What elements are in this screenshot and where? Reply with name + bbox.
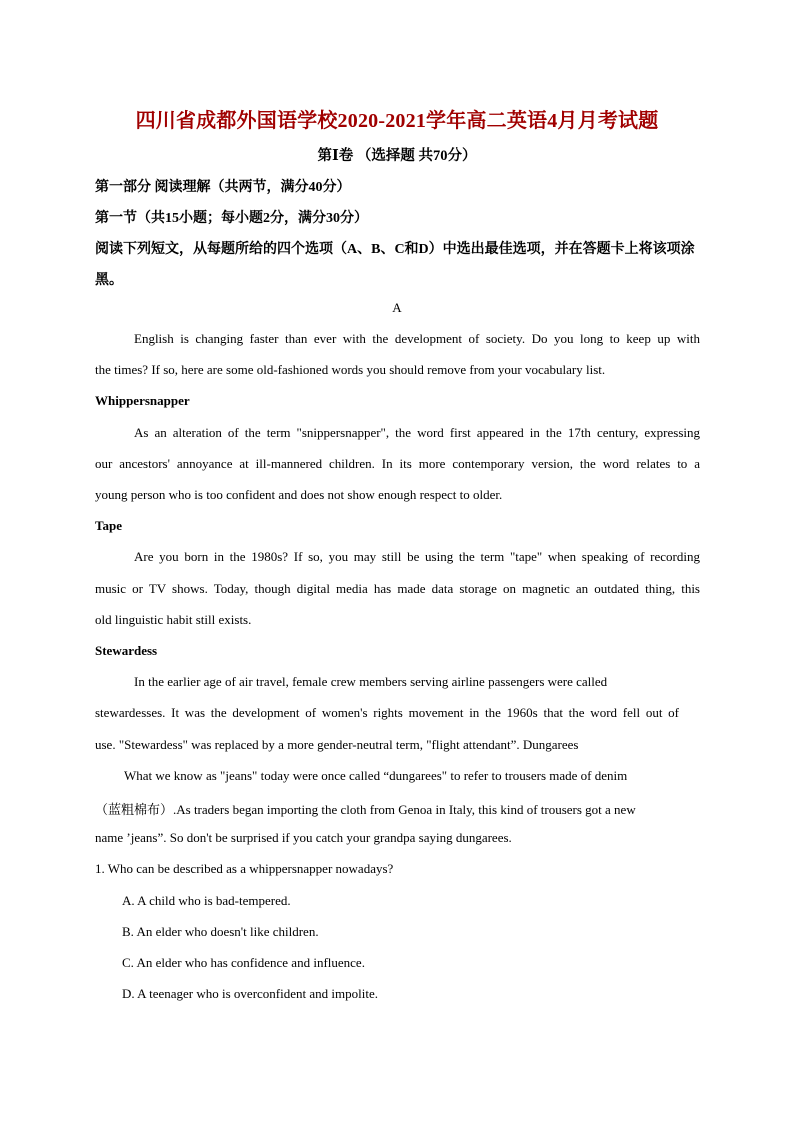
intro-line-1: English is changing faster than ever with the development of society. Do you long to keep up with xyxy=(134,331,700,346)
intro-line-2: the times? If so, here are some old-fashioned words you should remove from your vocabulary list. xyxy=(95,362,606,377)
p3-line-1: In the earlier age of air travel, female crew members serving airline passengers were called xyxy=(134,674,608,689)
p3-line-2: stewardesses. It was the development of women's rights movement in the 1960s that the word fell out of xyxy=(95,705,679,720)
part-heading: 第一部分 阅读理解（共两节，满分40分） xyxy=(95,180,351,195)
option-d: D. A teenager who is overconfident and impolite. xyxy=(122,986,378,1001)
page-title: 四川省成都外国语学校2020-2021学年高二英语4月月考试题 xyxy=(135,110,659,132)
directions-line-1: 阅读下列短文，从每题所给的四个选项（A、B、C和D）中选出最佳选项，并在答题卡上将该项涂 xyxy=(95,242,695,257)
option-a: A. A child who is bad-tempered. xyxy=(122,893,291,908)
p1-line-3: young person who is too confident and does not show enough respect to older. xyxy=(95,487,503,502)
section-subtitle: 第Ⅰ卷 （选择题 共70分） xyxy=(317,148,477,164)
p4-line-1: What we know as "jeans" today were once called “dungarees" to refer to trousers made of denim xyxy=(124,768,628,783)
option-b: B. An elder who doesn't like children. xyxy=(122,924,319,939)
p3-line-3: use. "Stewardess" was replaced by a more gender-neutral term, "flight attendant”. Dungarees xyxy=(95,737,579,752)
heading-tape: Tape xyxy=(95,518,122,533)
directions-line-2: 黑。 xyxy=(95,273,123,288)
p1-line-1: As an alteration of the term "snippersnapper", the word first appeared in the 17th century, expressing xyxy=(134,425,700,440)
section-heading: 第一节（共15小题；每小题2分，满分30分） xyxy=(95,211,368,226)
p2-line-1: Are you born in the 1980s? If so, you may still be using the term "tape" when speaking of recording xyxy=(134,549,700,564)
p2-line-3: old linguistic habit still exists. xyxy=(95,612,252,627)
p4-line-2: （蓝粗棉布）.As traders began importing the cloth from Genoa in Italy, this kind of trousers got a new xyxy=(95,802,636,817)
heading-whippersnapper: Whippersnapper xyxy=(95,393,190,408)
option-c: C. An elder who has confidence and influence. xyxy=(122,955,365,970)
heading-stewardess: Stewardess xyxy=(95,643,158,658)
question-stem: 1. Who can be described as a whippersnapper nowadays? xyxy=(95,861,394,876)
p2-line-2: music or TV shows. Today, though digital media has made data storage on magnetic an outdated thing, this xyxy=(95,581,700,596)
passage-label: A xyxy=(392,300,402,315)
p1-line-2: our ancestors' annoyance at ill-mannered children. In its more contemporary version, the word relates to a xyxy=(95,456,700,471)
p4-line-3: name ’jeans”. So don't be surprised if you catch your grandpa saying dungarees. xyxy=(95,830,512,845)
